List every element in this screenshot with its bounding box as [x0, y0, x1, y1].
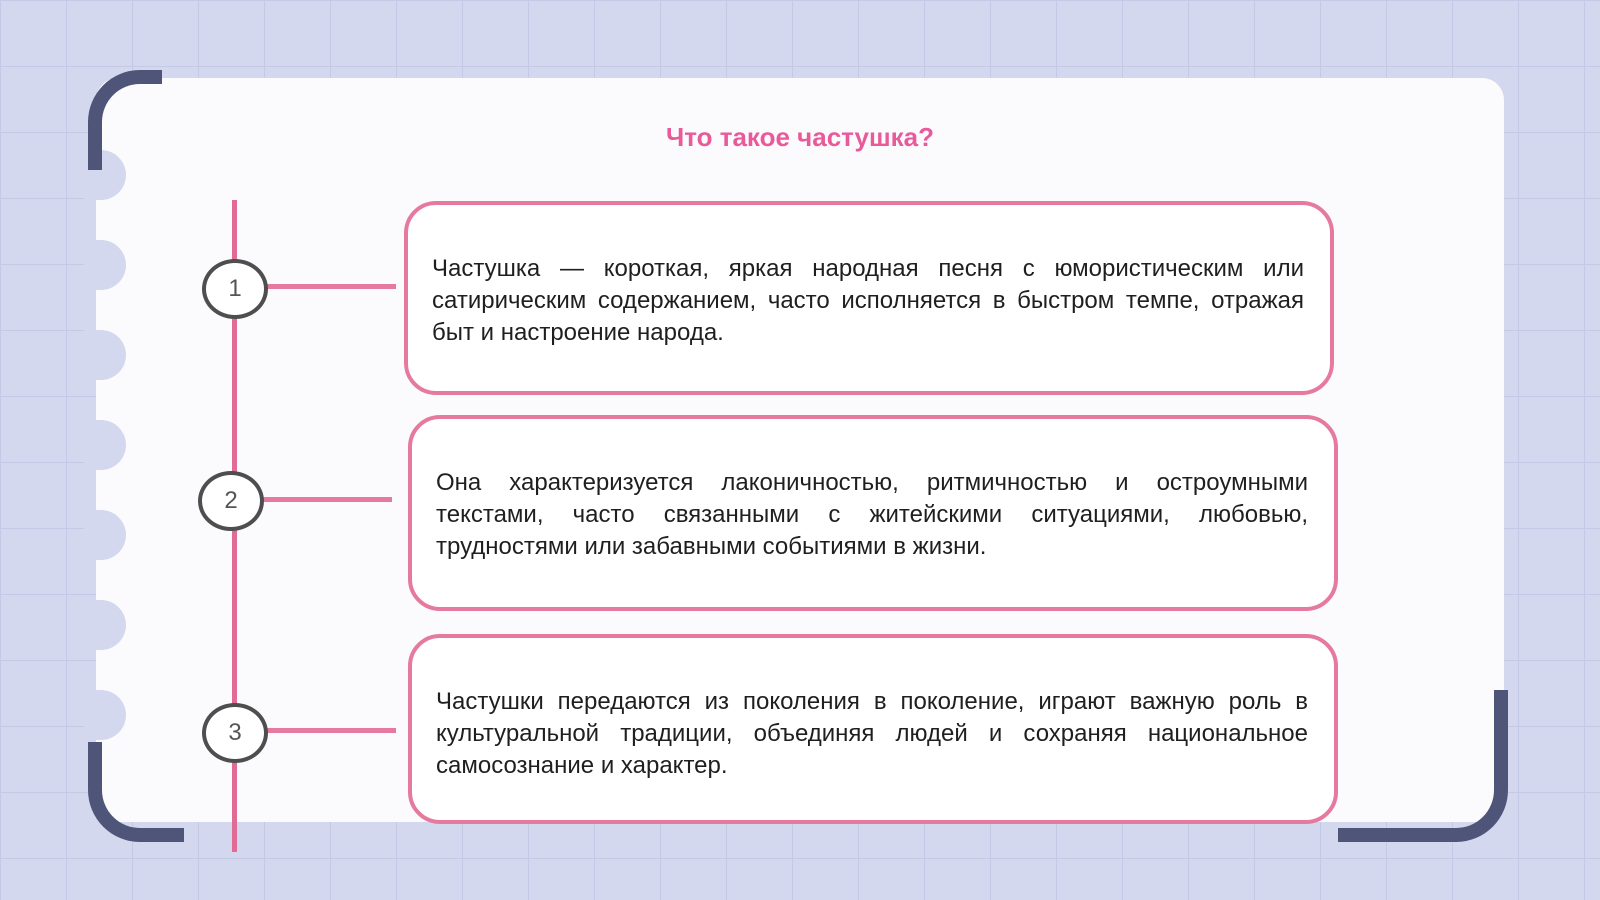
corner-bracket-bottom-right	[1338, 690, 1508, 842]
connector-line	[264, 728, 396, 733]
step-number-circle: 2	[198, 471, 264, 531]
info-card-text: Она характеризуется лаконичностью, ритмичностью и остроумными текстами, часто связанными с житейскими ситуациями, любовью, трудностями или забавными событиями в жизни.	[436, 469, 1308, 560]
info-card-text: Частушки передаются из поколения в поколение, играют важную роль в культуральной традиции, объединяя людей и сохраняя национальное самосознание и характер.	[436, 688, 1308, 779]
info-card-text: Частушка — короткая, яркая народная песня с юмористическим или сатирическим содержанием, часто исполняется в быстром темпе, отражая быт и настроение народа.	[432, 255, 1304, 346]
corner-bracket-bottom-left	[88, 742, 184, 842]
connector-line	[264, 284, 396, 289]
info-card-1	[404, 201, 1334, 395]
step-number-circle: 3	[202, 703, 268, 763]
info-card-3	[408, 634, 1338, 824]
step-number-circle: 1	[202, 259, 268, 319]
corner-bracket-top-left	[88, 70, 162, 170]
info-card-2	[408, 415, 1338, 611]
slide-title: Что такое частушка?	[665, 122, 935, 152]
connector-line	[260, 497, 392, 502]
